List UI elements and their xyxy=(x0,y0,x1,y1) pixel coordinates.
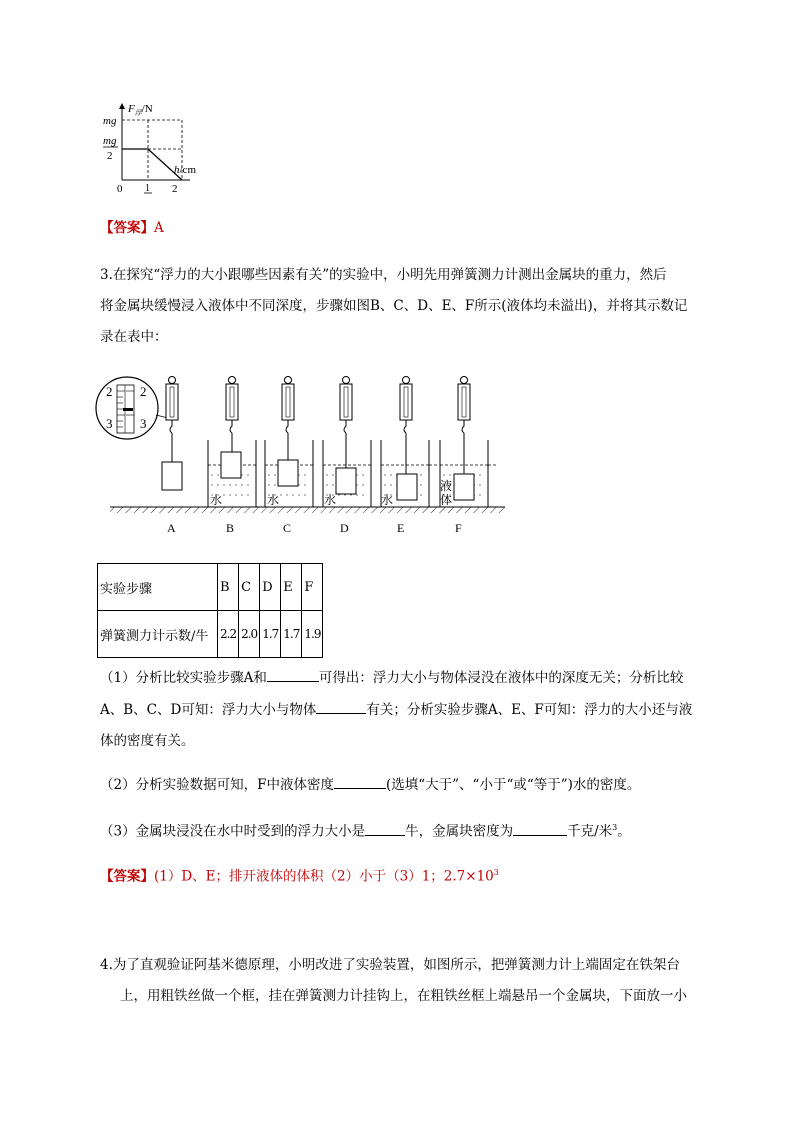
blank-3 xyxy=(334,774,386,789)
blank-5 xyxy=(513,821,567,836)
answer-2: 【答案】(1）D、E；排开液体的体积（2）小于（3）1；$2.7\times 10^3$ xyxy=(100,868,499,885)
q4-line-2: 上，用粗铁丝做一个框，挂在弹簧测力计挂钩上，在粗铁丝框上端悬吊一个金属块，下面放一小 xyxy=(120,988,687,1004)
answer-tag: 【答案】 xyxy=(100,868,154,885)
graph-x-label: h/cm xyxy=(174,164,196,176)
answer-tag: 【答案】 xyxy=(100,220,154,236)
graph-tick-2: 2 xyxy=(172,183,178,195)
q3-line-1: 3.在探究“浮力的大小跟哪些因素有关”的实验中，小明先用弹簧测力计测出金属块的重力，然后 xyxy=(100,267,667,283)
liquid-label-2: 体 xyxy=(440,493,453,507)
q3-part1-line3: 体的密度有关。 xyxy=(100,733,195,749)
table-step-cell: F xyxy=(302,564,323,611)
blank-1 xyxy=(267,667,319,682)
setup-a xyxy=(162,377,182,491)
graph-data-line xyxy=(122,149,182,180)
graph-tick-0: 0 xyxy=(117,183,123,195)
table-row xyxy=(98,611,323,658)
liquid-label-1: 液 xyxy=(440,479,453,493)
scale-label-3-right: 3 xyxy=(140,416,147,431)
table-value-cell: 2.2 xyxy=(218,611,239,658)
answer-value: (1）D、E；排开液体的体积（2）小于（3）1；2.7×10 xyxy=(154,868,494,885)
graph-tick-mg: mg xyxy=(103,115,117,127)
scale-label-3-left: 3 xyxy=(106,416,113,431)
label-c: C xyxy=(283,521,292,535)
label-a: A xyxy=(167,521,176,535)
q4-line-1: 4.为了直观验证阿基米德原理，小明改进了实验装置，如图所示，把弹簧测力计上端固定在铁架台 xyxy=(100,957,680,973)
scale-magnifier xyxy=(96,377,168,439)
scale-label-2-left: 2 xyxy=(106,384,113,399)
setup-d xyxy=(323,377,371,508)
table-value-cell: 1.7 xyxy=(260,611,281,658)
answer-1 xyxy=(100,218,164,238)
table-header-label: 实验步骤 xyxy=(98,564,218,611)
graph-tick-half-den: 2 xyxy=(107,150,113,162)
label-f: F xyxy=(455,521,462,535)
blank-4 xyxy=(365,821,405,836)
water-label-e: 水 xyxy=(381,493,394,507)
data-table xyxy=(97,563,323,658)
blank-2 xyxy=(316,699,366,714)
answer-value: A xyxy=(154,220,164,236)
water-label-c: 水 xyxy=(267,493,280,507)
label-b: B xyxy=(226,521,235,535)
water-label-d: 水 xyxy=(324,493,337,507)
water-label-b: 水 xyxy=(210,493,223,507)
q3-part1-line1: （1）分析比较实验步骤A和 可得出：浮力大小与物体浸没在液体中的深度无关；分析比较 xyxy=(100,667,683,688)
setup-c xyxy=(265,377,313,508)
table-row-label: 弹簧测力计示数/牛 xyxy=(98,611,218,658)
table-step-cell: B xyxy=(218,564,239,611)
table-value-cell: 2.0 xyxy=(239,611,260,658)
label-d: D xyxy=(340,521,349,535)
table-step-cell: D xyxy=(260,564,281,611)
q3-part2: （2）分析实验数据可知，F中液体密度 (选填“大于”、“小于“或“等于”)水的密度。 xyxy=(100,774,640,795)
graph-tick-half-num: mg xyxy=(103,135,117,147)
table-step-cell: C xyxy=(239,564,260,611)
experiment-figure xyxy=(90,370,510,540)
graph-y-label: $F_浮/N$ xyxy=(128,103,153,117)
table-value-cell: 1.7 xyxy=(281,611,302,658)
q3-line-3: 录在表中： xyxy=(100,329,168,345)
q3-part3: （3）金属块浸没在水中时受到的浮力大小是 牛，金属块密度为 千克/米$^3$。 xyxy=(100,818,631,842)
table-step-cell: E xyxy=(281,564,302,611)
table-value-cell: 1.9 xyxy=(302,611,323,658)
buoyancy-graph xyxy=(100,100,210,195)
label-e: E xyxy=(397,521,405,535)
table-row xyxy=(98,564,323,611)
scale-label-2-right: 2 xyxy=(140,384,147,399)
setup-e xyxy=(381,377,439,508)
graph-tick-1: 1 xyxy=(145,183,150,194)
setup-b xyxy=(208,377,256,508)
q3-line-2: 将金属块缓慢浸入液体中不同深度，步骤如图B、C、D、E、F所示(液体均未溢出)，并将其示数记 xyxy=(100,298,688,314)
q3-part1-line2: A、B、C、D可知：浮力大小与物体 有关；分析实验步骤A、E、F可知：浮力的大小还与液 xyxy=(100,699,692,720)
